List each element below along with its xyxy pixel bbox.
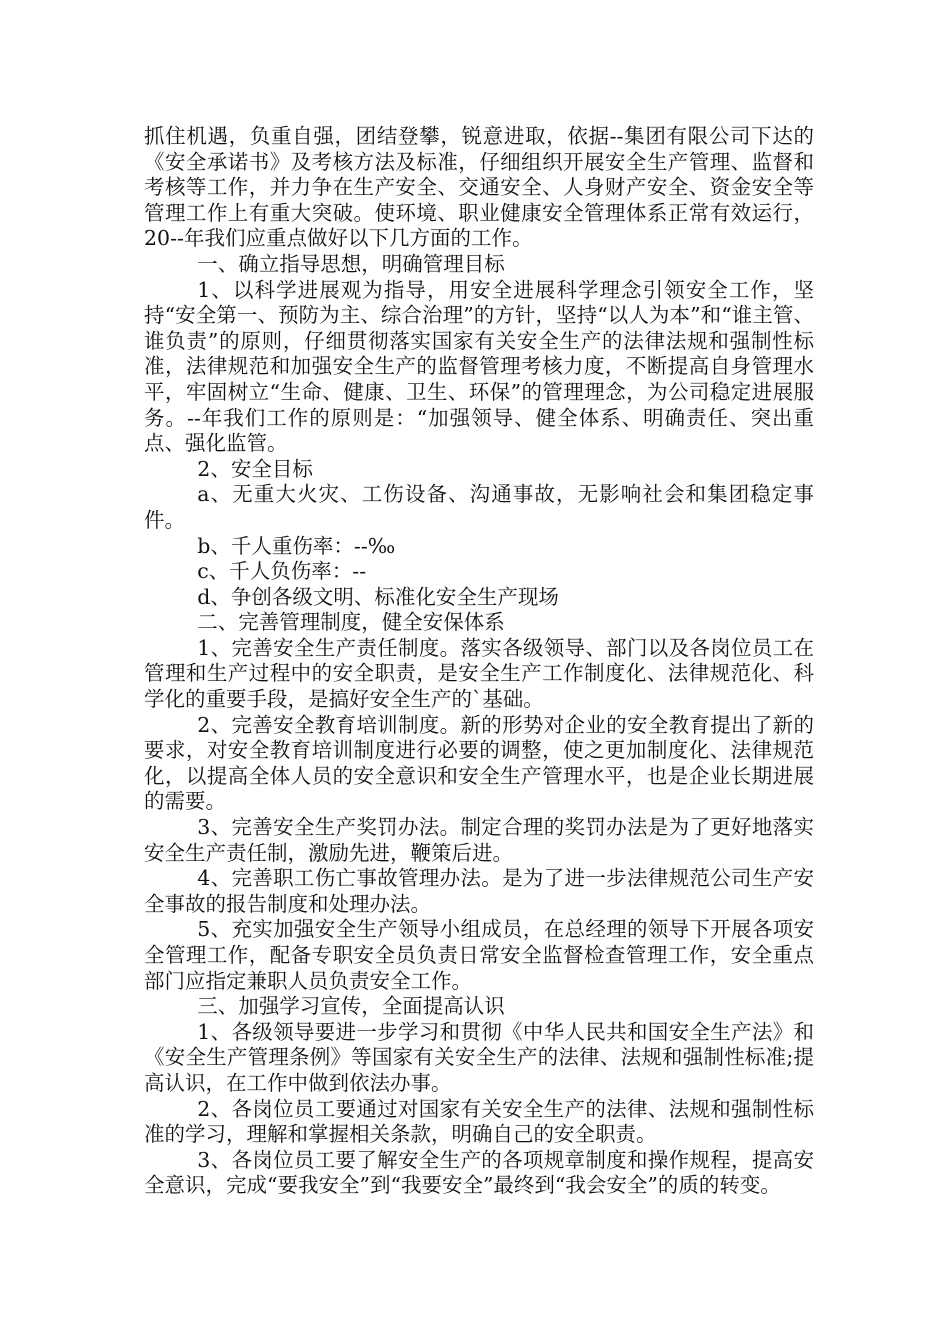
intro-paragraph: 抓住机遇，负重自强，团结登攀，锐意进取，依据--集团有限公司下达的《安全承诺书》及考核方法及标准，仔细组织开展安全生产管理、监督和考核等工作，并力争在生产安全、交通安全、人身财产安全、资金安全等管理工作上有重大突破。使环境、职业健康安全管理体系正常有效运行，20--年我们应重点做好以下几方面的工作。 — [144, 124, 814, 251]
paragraph: 3、完善安全生产奖罚办法。制定合理的奖罚办法是为了更好地落实安全生产责任制，激励先进，鞭策后进。 — [144, 815, 814, 865]
list-item: b、千人重伤率：--‰ — [197, 533, 396, 558]
paragraph: 5、充实加强安全生产领导小组成员，在总经理的领导下开展各项安全管理工作，配备专职安全员负责日常安全监督检查管理工作，安全重点部门应指定兼职人员负责安全工作。 — [144, 917, 814, 993]
paragraph: 2、完善安全教育培训制度。新的形势对企业的安全教育提出了新的要求，对安全教育培训制度进行必要的调整，使之更加制度化、法律规范化，以提高全体人员的安全意识和安全生产管理水平，也是企业长期进展的需要。 — [144, 712, 814, 814]
section-heading-2: 二、完善管理制度，健全安保体系 — [197, 610, 505, 635]
paragraph: 1、完善安全生产责任制度。落实各级领导、部门以及各岗位员工在管理和生产过程中的安全职责，是安全生产工作制度化、法律规范化、科学化的重要手段，是搞好安全生产的`基础。 — [144, 635, 814, 712]
section-heading-1: 一、确立指导思想，明确管理目标 — [197, 251, 505, 276]
list-item: d、争创各级文明、标准化安全生产现场 — [197, 584, 559, 609]
paragraph: 2、各岗位员工要通过对国家有关安全生产的法律、法规和强制性标准的学习，理解和掌握相关条款，明确自己的安全职责。 — [144, 1096, 814, 1147]
paragraph: 1、各级领导要进一步学习和贯彻《中华人民共和国安全生产法》和《安全生产管理条例》等国家有关安全生产的法律、法规和强制性标准;提高认识，在工作中做到依法办事。 — [144, 1019, 814, 1095]
section-heading-3: 三、加强学习宣传，全面提高认识 — [197, 994, 505, 1019]
list-item: a、无重大火灾、工伤设备、沟通事故，无影响社会和集团稳定事件。 — [144, 482, 814, 532]
document-body — [144, 124, 814, 1199]
list-item: c、千人负伤率：-- — [197, 559, 367, 584]
paragraph: 1、以科学进展观为指导，用安全进展科学理念引领安全工作，坚持“安全第一、预防为主、综合治理”的方针，坚持“以人为本”和“谁主管、谁负责”的原则，仔细贯彻落实国家有关安全生产的法律法规和强制性标准，法律规范和加强安全生产的监督管理考核力度，不断提高自身管理水平，牢固树立“生命、健康、卫生、环保”的管理理念，为公司稳定进展服务。--年我们工作的原则是：“加强领导、健全体系、明确责任、突出重点、强化监管。 — [144, 277, 814, 456]
paragraph: 3、各岗位员工要了解安全生产的各项规章制度和操作规程，提高安全意识，完成“要我安全”到“我要安全”最终到“我会安全”的质的转变。 — [144, 1147, 814, 1198]
paragraph: 4、完善职工伤亡事故管理办法。是为了进一步法律规范公司生产安全事故的报告制度和处理办法。 — [144, 866, 814, 916]
sub-heading: 2、安全目标 — [197, 456, 313, 481]
